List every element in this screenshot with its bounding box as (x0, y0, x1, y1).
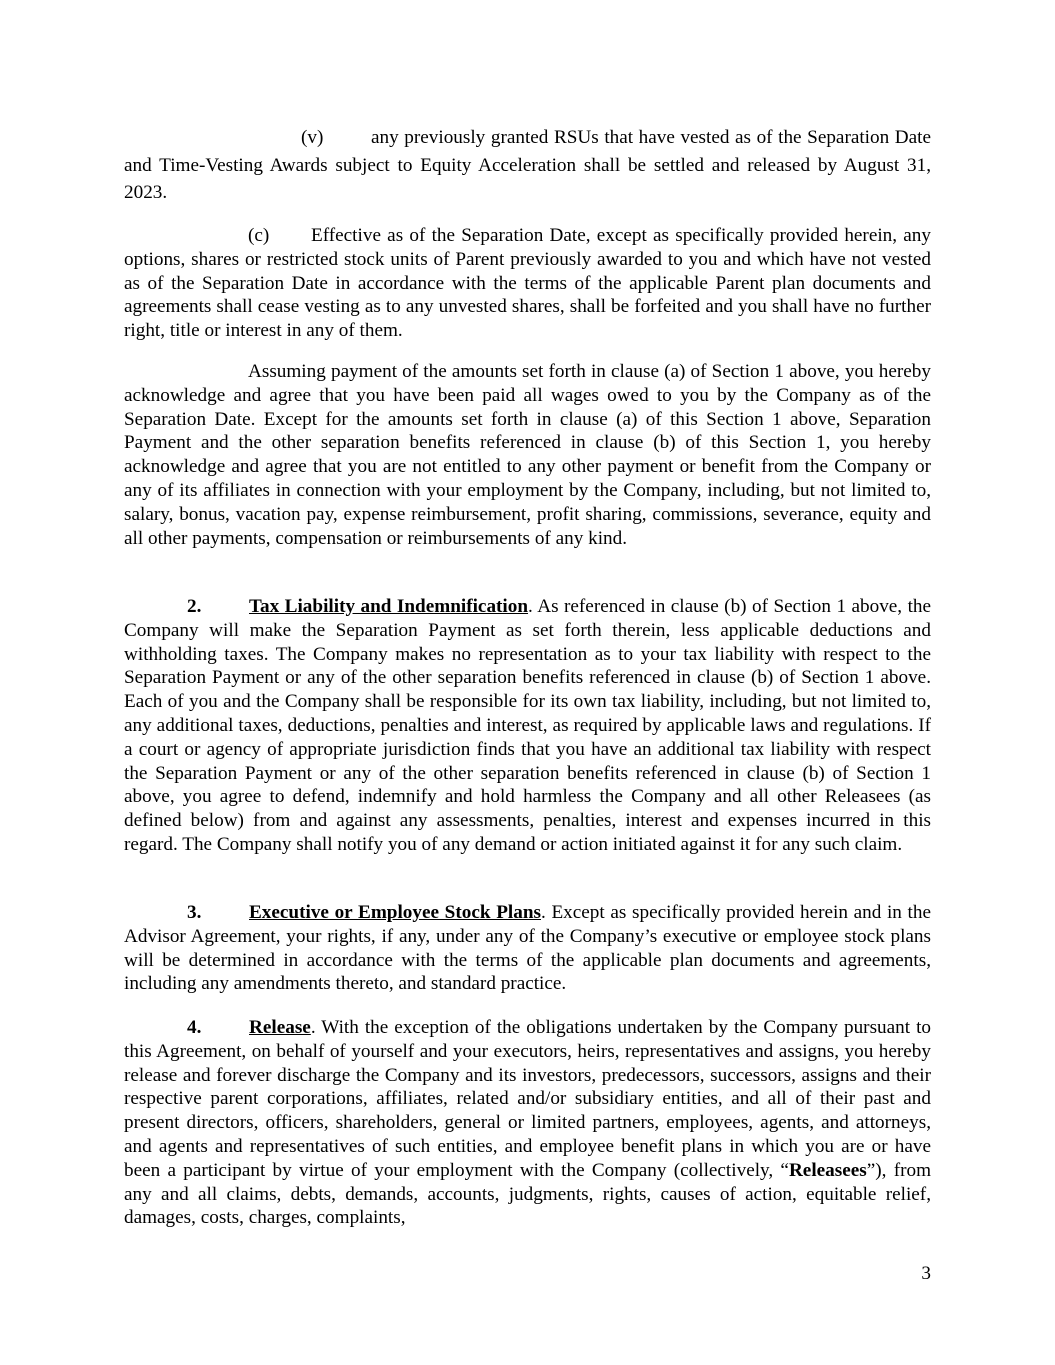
clause-v-number: (v) (301, 127, 324, 148)
acknowledgement-paragraph (124, 360, 931, 550)
section-4-text-after: ”), from any and all claims, debts, demands, accounts, judgments, rights, causes of action, equitable relief, damages, costs, charges, complaints, (124, 1159, 931, 1229)
section-3-text: . Except as specifically provided herein and in the Advisor Agreement, your rights, if any, under any of the Company’s executive or employee stock plans will be determined in accordance with the terms of the applicable plan documents and agreements, including any amendments thereto, and standard practice. (124, 902, 931, 995)
section-4-number: 4. (187, 1017, 202, 1038)
section-2-paragraph (124, 595, 931, 857)
section-3-number: 3. (187, 902, 202, 923)
section-4-paragraph (124, 1016, 931, 1230)
clause-c-paragraph (124, 224, 931, 343)
section-3-heading: Executive or Employee Stock Plans (249, 902, 541, 923)
section-3-paragraph (124, 901, 931, 996)
section-2-number: 2. (187, 596, 202, 617)
section-2-text: . As referenced in clause (b) of Section 1 above, the Company will make the Separation Payment as set forth therein, less applicable deductions and withholding taxes. The Company makes no representation as to your tax liability with respect to the Separation Payment or any of the other separation benefits referenced in clause (b) of Section 1 above. Each of you and the Company shall be responsible for its own tax liability, including, but not limited to, any additional taxes, deductions, penalties and interest, as required by applicable laws and regulations. If a court or agency of appropriate jurisdiction finds that you have an additional tax liability with respect the Separation Payment or any of the other separation benefits referenced in clause (b) of Section 1 above, you agree to defend, indemnify and hold harmless the Company and all other Releasees (as defined below) from and against any assessments, penalties, interest and expenses incurred in this regard. The Company shall notify you of any demand or action initiated against it for any such claim. (124, 596, 932, 855)
clause-v-paragraph (124, 124, 931, 207)
page-number: 3 (921, 1263, 931, 1284)
acknowledgement-text: Assuming payment of the amounts set forth in clause (a) of Section 1 above, you hereby acknowledge and agree that you have been paid all wages owed to you by the Company as of the Separation Date. Except for the amounts set forth in clause (a) of this Section 1 above, Separation Payment and the other separation benefits referenced in clause (b) of this Section 1, you hereby acknowledge and agree that you are not entitled to any other payment or benefit from the Company or any of its affiliates in connection with your employment by the Company, including, but not limited to, salary, bonus, vacation pay, expense reimbursement, profit sharing, commissions, severance, equity and all other payments, compensation or reimbursements of any kind. (124, 361, 931, 549)
section-2-heading: Tax Liability and Indemnification (249, 596, 529, 617)
clause-c-text: Effective as of the Separation Date, except as specifically provided herein, any options, shares or restricted stock units of Parent previously awarded to you and which have not vested as of the Separation Date in accordance with the terms of the applicable Parent plan documents and agreements shall cease vesting as to any unvested shares, shall be forfeited and you shall have no further right, title or interest in any of them. (124, 225, 931, 342)
releasees-defined-term: Releasees (788, 1159, 867, 1181)
clause-c-number: (c) (248, 225, 270, 246)
clause-v-text: any previously granted RSUs that have vested as of the Separation Date and Time-Vesting Awards subject to Equity Acceleration shall be settled and released by August 31, 2023. (124, 127, 931, 203)
section-4-heading: Release (249, 1017, 311, 1038)
section-4-text-before: . With the exception of the obligations undertaken by the Company pursuant to this Agreement, on behalf of yourself and your executors, heirs, representatives and assigns, you hereby release and forever discharge the Company and its investors, predecessors, successors, assigns and their respective parent corporations, affiliates, related and/or subsidiary entities, and all of their past and present directors, officers, shareholders, general or limited partners, employees, agents, and attorneys, and agents and representatives of such entities, and employee benefit plans in which you are or have been a participant by virtue of your employment with the Company (collectively, “ (124, 1017, 931, 1181)
